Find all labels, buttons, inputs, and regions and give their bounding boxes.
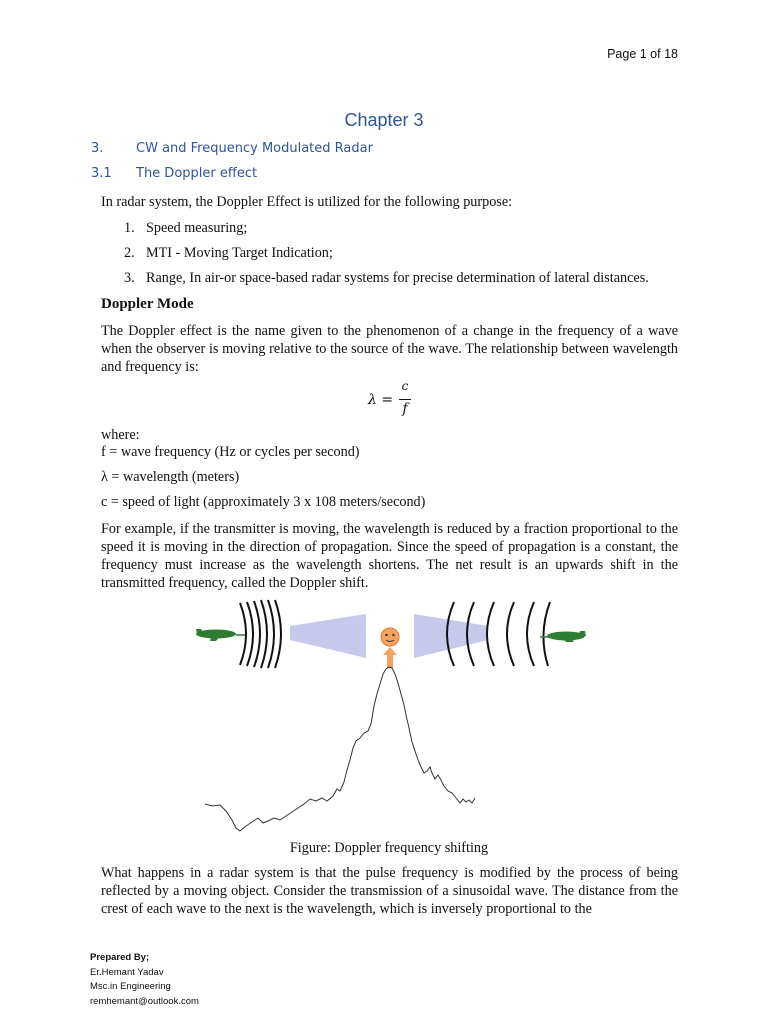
section-title: The Doppler effect xyxy=(136,166,258,181)
footer xyxy=(90,951,199,1009)
right-beam xyxy=(414,614,488,658)
page-number: Page 1 of 18 xyxy=(607,47,678,61)
definition-frequency: f = wave frequency (Hz or cycles per second) xyxy=(101,444,360,460)
list-item: 3. Range, In air-or space-based radar systems for precise determination of lateral distances. xyxy=(124,270,649,286)
observer-icon xyxy=(381,628,399,668)
doppler-paragraph: The Doppler effect is the name given to the phenomenon of a change in the frequency of a wave when the observer is moving relative to the source of the wave. The relationship between wavelength and frequency is: xyxy=(101,323,678,375)
where-label: where: xyxy=(101,427,140,443)
right-airplane-icon xyxy=(540,631,586,642)
closing-paragraph: What happens in a radar system is that the pulse frequency is modified by the process of being reflected by a moving object. Consider the transmission of a sinusoidal wave. The distance from the crest of each wave to the next is the wavelength, which is inversely proportional to the xyxy=(101,865,678,917)
left-wavefronts xyxy=(240,600,281,668)
figure-caption: Figure: Doppler frequency shifting xyxy=(289,840,489,856)
definition-wavelength: λ = wavelength (meters) xyxy=(101,469,240,485)
section-number: 3.1 xyxy=(91,166,112,181)
doppler-mode-heading: Doppler Mode xyxy=(101,296,194,312)
list-item: 1. Speed measuring; xyxy=(124,220,248,236)
prepared-by-label: Prepared By; xyxy=(90,952,150,963)
section-number: 3. xyxy=(91,141,104,156)
wavelength-formula: λ = c f xyxy=(368,379,428,423)
chapter-title: Chapter 3 xyxy=(344,110,424,130)
author-email: remhemant@outlook.com xyxy=(90,995,199,1007)
definition-speed-of-light: c = speed of light (approximately 3 x 108 meters/second) xyxy=(101,494,426,510)
list-item: 2. MTI - Moving Target Indication; xyxy=(124,245,333,261)
doppler-spectrum-curve xyxy=(205,667,475,831)
section-title: CW and Frequency Modulated Radar xyxy=(136,141,373,156)
left-beam xyxy=(290,614,366,658)
example-paragraph: For example, if the transmitter is moving, the wavelength is reduced by a fraction proportional to the speed it is moving in the direction of propagation. Since the speed of propagation is a constant, the frequency must increase as the wavelength shortens. The net result is an upwards shift in the transmitted frequency, called the Doppler shift. xyxy=(101,521,678,591)
author-degree: Msc.in Engineering xyxy=(90,981,171,992)
author-name: Er.Hemant Yadav xyxy=(90,966,164,978)
intro-text: In radar system, the Doppler Effect is utilized for the following purpose: xyxy=(101,194,513,210)
left-airplane-icon xyxy=(196,629,246,641)
